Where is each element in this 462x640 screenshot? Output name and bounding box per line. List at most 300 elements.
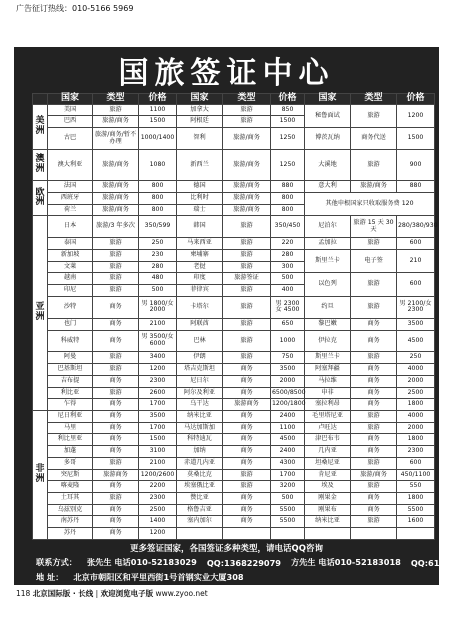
price-cell: 500: [139, 285, 177, 297]
visa-type-cell: 旅游/商务: [93, 116, 139, 128]
price-cell: 3500: [397, 318, 435, 330]
country-cell: 毛里塔尼亚: [305, 411, 351, 423]
price-cell: 900: [397, 150, 435, 181]
country-cell: 土耳其: [48, 493, 93, 505]
visa-type-cell: 旅游: [351, 481, 397, 493]
price-cell: 5500: [397, 504, 435, 516]
price-cell: 1250: [271, 150, 305, 181]
visa-type-cell: 旅游: [351, 411, 397, 423]
country-cell: 肯尼亚: [305, 469, 351, 481]
visa-type-cell: 旅游/商务: [93, 204, 139, 216]
price-cell: 1200/2600: [139, 469, 177, 481]
country-cell: 西班牙: [48, 192, 93, 204]
price-cell: 3500: [271, 364, 305, 376]
visa-type-cell: 旅游: [223, 296, 271, 318]
empty-cell: [397, 528, 435, 540]
country-cell: 尼日尔: [177, 375, 223, 387]
table-row: [33, 434, 435, 446]
country-cell: 新西兰: [177, 150, 223, 181]
visa-type-cell: 商务: [223, 516, 271, 528]
table-row: [33, 399, 435, 411]
visa-type-cell: 旅游: [93, 250, 139, 262]
visa-type-cell: 旅游: [351, 238, 397, 250]
price-cell: 750: [271, 352, 305, 364]
region-char: 洲: [35, 474, 45, 484]
page-number: 118: [16, 589, 31, 598]
visa-type-cell: 旅游 15 天 30 天: [351, 216, 397, 238]
price-cell: 3400: [139, 352, 177, 364]
country-cell: 赞比亚: [177, 493, 223, 505]
region-char: 亚: [35, 302, 45, 313]
price-cell: 4000: [397, 364, 435, 376]
visa-type-cell: 旅游/商务: [93, 181, 139, 193]
country-cell: 埃及: [305, 481, 351, 493]
page-footer: 118 北京国际版 · 长线 | 欢迎浏览电子版 www.zyoo.net: [16, 589, 208, 598]
visa-type-cell: 旅游商务: [93, 469, 139, 481]
visa-type-cell: 旅游: [223, 104, 271, 116]
visa-type-cell: 商务: [351, 375, 397, 387]
visa-type-cell: 旅游: [223, 250, 271, 262]
address-text: 北京市朝阳区和平里西街1号首钢实业大厦308: [73, 572, 244, 582]
price-cell: 1000: [271, 330, 305, 352]
country-cell: 也门: [48, 318, 93, 330]
price-cell: 1250: [271, 128, 305, 150]
empty-cell: [305, 528, 351, 540]
table-row: [33, 364, 435, 376]
price-cell: 2000: [271, 375, 305, 387]
visa-type-cell: 商务: [223, 375, 271, 387]
price-cell: 1600: [397, 516, 435, 528]
empty-cell: [177, 528, 223, 540]
country-cell: 孟加拉: [305, 238, 351, 250]
country-cell: 意大利: [305, 181, 351, 193]
country-cell: 吉布提: [48, 375, 93, 387]
table-row: [33, 493, 435, 505]
visa-type-cell: 商务: [351, 504, 397, 516]
column-header: 价格: [397, 94, 435, 105]
visa-type-cell: 旅游: [93, 273, 139, 285]
country-cell: 申非: [305, 387, 351, 399]
price-cell: 220: [271, 238, 305, 250]
country-cell: 尼泊尔: [305, 216, 351, 238]
column-header: 类型: [351, 94, 397, 105]
price-cell: 400: [271, 285, 305, 297]
publication-name: 北京国际版 · 长线: [32, 589, 94, 598]
visa-type-cell: 商务: [223, 422, 271, 434]
visa-type-cell: 旅游: [93, 285, 139, 297]
region-label-europe: [33, 181, 48, 216]
column-header: 国家: [48, 94, 93, 105]
country-cell: 塞内加尔: [177, 516, 223, 528]
country-cell: 阿塞拜疆: [305, 364, 351, 376]
contact-qq-1[interactable]: QQ:1368229079: [206, 557, 281, 568]
empty-cell: [223, 528, 271, 540]
price-cell: 1200: [397, 104, 435, 127]
country-cell: 科威特: [48, 330, 93, 352]
visa-type-cell: 旅游: [223, 238, 271, 250]
country-cell: 马达加斯加: [177, 422, 223, 434]
table-row: [33, 528, 435, 540]
price-cell: 1080: [139, 150, 177, 181]
price-cell: 男 2300 女 4500: [271, 296, 305, 318]
region-char: 欧: [35, 187, 45, 198]
visa-type-cell: 商务: [93, 296, 139, 318]
contact-phone-2[interactable]: 方先生 电话010-52183018: [290, 557, 401, 567]
price-cell: 800: [139, 192, 177, 204]
price-cell: 800: [271, 204, 305, 216]
price-cell: 2000: [397, 422, 435, 434]
table-row: [33, 516, 435, 528]
visa-type-cell: 旅游: [223, 352, 271, 364]
price-cell: 2300: [139, 375, 177, 387]
price-cell: 1400: [139, 516, 177, 528]
price-cell: 2400: [271, 446, 305, 458]
country-cell: 菲律宾: [177, 285, 223, 297]
price-cell: 2300: [397, 446, 435, 458]
price-cell: 500: [271, 273, 305, 285]
visa-type-cell: 旅游: [351, 352, 397, 364]
table-row: [33, 296, 435, 318]
table-header-row: [33, 94, 435, 105]
price-cell: 250: [139, 238, 177, 250]
country-cell: 大溪地: [305, 150, 351, 181]
country-cell: 苏丹: [48, 528, 93, 540]
price-cell: 6500/8500: [271, 387, 305, 399]
region-char: 澳: [35, 154, 45, 165]
price-cell: 5500: [271, 504, 305, 516]
price-cell: 350/450: [271, 216, 305, 238]
price-cell: 1800: [397, 434, 435, 446]
visa-type-cell: 旅游: [223, 481, 271, 493]
visa-type-cell: 旅游: [223, 469, 271, 481]
country-cell: 柬埔寨: [177, 250, 223, 262]
visa-price-table-wrap: [32, 93, 438, 540]
visa-type-cell: 商务: [93, 422, 139, 434]
country-cell: 黎巴嫩: [305, 318, 351, 330]
country-cell: 古巴: [48, 128, 93, 150]
visa-type-cell: 旅游/商务: [351, 469, 397, 481]
country-cell: 塔吉克斯坦: [177, 364, 223, 376]
visa-type-cell: 旅游/商务: [223, 128, 271, 150]
visa-type-cell: 商务: [93, 399, 139, 411]
visa-type-cell: 商务: [93, 516, 139, 528]
column-header: 类型: [223, 94, 271, 105]
empty-cell: [351, 528, 397, 540]
country-cell: 卢旺达: [305, 422, 351, 434]
table-row: [33, 469, 435, 481]
visa-type-cell: 旅游/商务: [223, 150, 271, 181]
price-cell: 850: [271, 104, 305, 116]
table-row: [33, 446, 435, 458]
visa-type-cell: 旅游: [93, 364, 139, 376]
contact-line: [14, 555, 462, 570]
country-cell: 泰国: [48, 238, 93, 250]
country-cell: 几内亚: [305, 446, 351, 458]
country-cell: 马里: [48, 422, 93, 434]
table-row: [33, 457, 435, 469]
country-cell: 加拿大: [177, 104, 223, 116]
country-cell: 韩国: [177, 216, 223, 238]
country-cell: 卡塔尔: [177, 296, 223, 318]
visa-type-cell: 商务: [93, 434, 139, 446]
price-cell: 1800: [397, 399, 435, 411]
address-line: [14, 570, 439, 585]
visa-type-cell: 旅游/商务: [351, 181, 397, 193]
header-corner: [33, 94, 48, 105]
table-row: [33, 481, 435, 493]
footer-url[interactable]: www.zyoo.net: [155, 589, 208, 598]
price-cell: 280: [139, 261, 177, 273]
price-cell: 1500: [139, 434, 177, 446]
price-cell: 800: [139, 181, 177, 193]
country-cell: 以色列: [305, 273, 351, 296]
country-cell: 荷兰: [48, 204, 93, 216]
visa-type-cell: 商务: [93, 481, 139, 493]
visa-type-cell: 旅游: [351, 457, 397, 469]
price-cell: 1800: [397, 493, 435, 505]
price-cell: 4500: [397, 330, 435, 352]
country-cell: 阿尔及利亚: [177, 387, 223, 399]
price-cell: 550: [397, 481, 435, 493]
visa-type-cell: 商务: [223, 387, 271, 399]
country-cell: 斯里兰卡: [305, 352, 351, 364]
visa-type-cell: 旅游: [351, 150, 397, 181]
country-cell: 沙特: [48, 296, 93, 318]
country-cell: 伊朗: [177, 352, 223, 364]
country-cell: 日本: [48, 216, 93, 238]
price-cell: 880: [397, 181, 435, 193]
price-cell: 1200: [139, 528, 177, 540]
visa-type-cell: 旅游签证: [223, 273, 271, 285]
region-label-asia: [33, 216, 48, 411]
visa-type-cell: 旅游: [351, 516, 397, 528]
visa-type-cell: 旅游: [223, 330, 271, 352]
footer-slogan: 欢迎浏览电子版: [100, 589, 154, 598]
table-row: [33, 238, 435, 250]
address-label: 地 址：: [36, 572, 64, 582]
country-cell: 马拉维: [305, 375, 351, 387]
country-cell: 乌兹别克: [48, 504, 93, 516]
country-cell: 乌干达: [177, 399, 223, 411]
country-cell: 科特迪瓦: [177, 434, 223, 446]
visa-type-cell: 商务: [93, 318, 139, 330]
country-cell: 纳米比亚: [305, 516, 351, 528]
table-row: [33, 422, 435, 434]
visa-type-cell: 商务: [351, 434, 397, 446]
visa-type-cell: 商务: [93, 375, 139, 387]
price-cell: 250: [397, 352, 435, 364]
table-row: [33, 504, 435, 516]
price-cell: 1700: [139, 422, 177, 434]
table-row: [33, 216, 435, 238]
visa-type-cell: 旅游/商务: [93, 150, 139, 181]
price-cell: 600: [397, 457, 435, 469]
visa-type-cell: 商务: [93, 504, 139, 516]
country-cell: 印尼: [48, 285, 93, 297]
table-row: [33, 387, 435, 399]
table-row: [33, 104, 435, 116]
table-row: [33, 411, 435, 423]
country-cell: 尼日利亚: [48, 411, 93, 423]
country-cell: 巴基斯坦: [48, 364, 93, 376]
column-header: 国家: [305, 94, 351, 105]
price-cell: 280: [271, 250, 305, 262]
table-row: [33, 150, 435, 181]
price-cell: 2000: [397, 375, 435, 387]
region-char: 洲: [35, 312, 45, 323]
country-cell: 突尼斯: [48, 469, 93, 481]
visa-type-cell: 商务: [223, 411, 271, 423]
price-cell: 1100: [271, 422, 305, 434]
visa-type-cell: 商务: [351, 493, 397, 505]
visa-type-cell: 旅游/商务: [93, 192, 139, 204]
price-cell: 350/599: [139, 216, 177, 238]
visa-type-cell: 商务: [223, 434, 271, 446]
visa-type-cell: 商务: [351, 399, 397, 411]
region-char: 非: [35, 464, 45, 475]
country-cell: 智利: [177, 128, 223, 150]
contact-qq-2[interactable]: QQ:613899: [410, 557, 462, 568]
price-cell: 230: [139, 250, 177, 262]
visa-type-cell: 旅游: [351, 296, 397, 318]
price-cell: 男 3500/女 6000: [139, 330, 177, 352]
visa-type-cell: 商务: [93, 330, 139, 352]
price-cell: 800: [271, 192, 305, 204]
visa-type-cell: 旅游: [93, 261, 139, 273]
country-cell: 格鲁吉亚: [177, 504, 223, 516]
country-cell: 新加坡: [48, 250, 93, 262]
ad-hotline: 广告征订热线：010-5166 5969: [16, 4, 134, 13]
visa-type-cell: 旅游/商务: [223, 204, 271, 216]
visa-type-cell: 商务: [223, 504, 271, 516]
column-header: 类型: [93, 94, 139, 105]
country-cell: 加纳: [177, 446, 223, 458]
region-char: 洲: [35, 164, 45, 175]
visa-type-cell: 商务: [351, 364, 397, 376]
country-cell: 伊拉克: [305, 330, 351, 352]
country-cell: 多哥: [48, 457, 93, 469]
country-cell: 斯里兰卡: [305, 250, 351, 273]
table-row: [33, 352, 435, 364]
table-row: [33, 330, 435, 352]
country-cell: 阿曼: [48, 352, 93, 364]
price-cell: 1000/1400: [139, 128, 177, 150]
visa-type-cell: 旅游/商务/暂不办理: [93, 128, 139, 150]
visa-center-panel: [14, 47, 462, 585]
price-cell: 2100: [139, 318, 177, 330]
price-cell: 1100: [139, 104, 177, 116]
country-cell: 阿根廷: [177, 116, 223, 128]
price-cell: 3200: [271, 481, 305, 493]
price-cell: 800: [139, 204, 177, 216]
price-cell: 1500: [397, 128, 435, 150]
table-row: [33, 181, 435, 193]
price-cell: 3100: [139, 446, 177, 458]
country-cell: 比利时: [177, 192, 223, 204]
visa-type-cell: 旅游: [223, 216, 271, 238]
country-cell: 加蓬: [48, 446, 93, 458]
price-cell: 1500: [271, 116, 305, 128]
column-header: 价格: [139, 94, 177, 105]
country-cell: 刚果金: [305, 493, 351, 505]
price-cell: 650: [271, 318, 305, 330]
visa-type-cell: 旅游: [223, 116, 271, 128]
country-cell: 越南: [48, 273, 93, 285]
country-cell: 喀麦隆: [48, 481, 93, 493]
column-header: 价格: [271, 94, 305, 105]
contact-label: 联系方式：: [36, 557, 77, 567]
visa-type-cell: 旅游: [223, 261, 271, 273]
price-cell: 210: [397, 250, 435, 273]
table-row: [33, 375, 435, 387]
price-cell: 2500: [397, 387, 435, 399]
visa-type-cell: 旅游: [351, 273, 397, 296]
table-row: [33, 250, 435, 262]
price-cell: 300: [271, 261, 305, 273]
table-row: [33, 192, 435, 204]
country-cell: 法国: [48, 181, 93, 193]
visa-type-cell: 旅游: [223, 318, 271, 330]
price-cell: 500: [271, 493, 305, 505]
visa-type-cell: 商务: [351, 387, 397, 399]
price-cell: 1500: [139, 116, 177, 128]
table-row: [33, 273, 435, 285]
country-cell: 纳米比亚: [177, 411, 223, 423]
country-cell: 印度: [177, 273, 223, 285]
country-cell: 利比里亚: [48, 434, 93, 446]
page-title: 国旅签证中心: [118, 56, 335, 91]
price-cell: 1200: [139, 364, 177, 376]
visa-type-cell: 旅游: [93, 457, 139, 469]
visa-type-cell: 旅游/商务: [223, 192, 271, 204]
price-cell: 4300: [271, 457, 305, 469]
country-cell: 坦桑尼亚: [305, 457, 351, 469]
column-header: 国家: [177, 94, 223, 105]
country-cell: 莫桑比克: [177, 469, 223, 481]
country-cell: 马来西亚: [177, 238, 223, 250]
country-cell: 南苏丹: [48, 516, 93, 528]
schengen-note: 其他申根国家只收取服务费 120: [305, 192, 435, 215]
region-label-americas: [33, 104, 48, 149]
visa-type-cell: 商务: [223, 457, 271, 469]
table-row: [33, 128, 435, 150]
country-cell: 秘鲁面试: [305, 104, 351, 127]
price-cell: 5500: [271, 516, 305, 528]
visa-type-cell: 旅游: [93, 387, 139, 399]
visa-price-table: [32, 93, 438, 540]
visa-type-cell: 旅游: [93, 104, 139, 116]
visa-type-cell: 旅游: [93, 352, 139, 364]
country-cell: 津巴布韦: [305, 434, 351, 446]
contact-phone-1[interactable]: 张先生 电话010-52183029: [86, 557, 197, 567]
country-cell: 塞拉利昂: [305, 399, 351, 411]
more-countries-banner: 更多签证国家，各国签证多种类型，请电话QQ咨询: [130, 544, 323, 554]
country-cell: 文莱: [48, 261, 93, 273]
empty-cell: [271, 528, 305, 540]
country-cell: 阿联酋: [177, 318, 223, 330]
visa-type-cell: 商务: [351, 446, 397, 458]
price-cell: 1700: [271, 469, 305, 481]
country-cell: 博茨瓦纳: [305, 128, 351, 150]
price-cell: 450/1100: [397, 469, 435, 481]
visa-type-cell: 商务: [93, 446, 139, 458]
country-cell: 刚果布: [305, 504, 351, 516]
visa-type-cell: 商务代送: [351, 128, 397, 150]
country-cell: 巴西: [48, 116, 93, 128]
visa-type-cell: 旅游: [93, 238, 139, 250]
region-label-africa: [33, 411, 48, 540]
price-cell: 600: [397, 273, 435, 296]
